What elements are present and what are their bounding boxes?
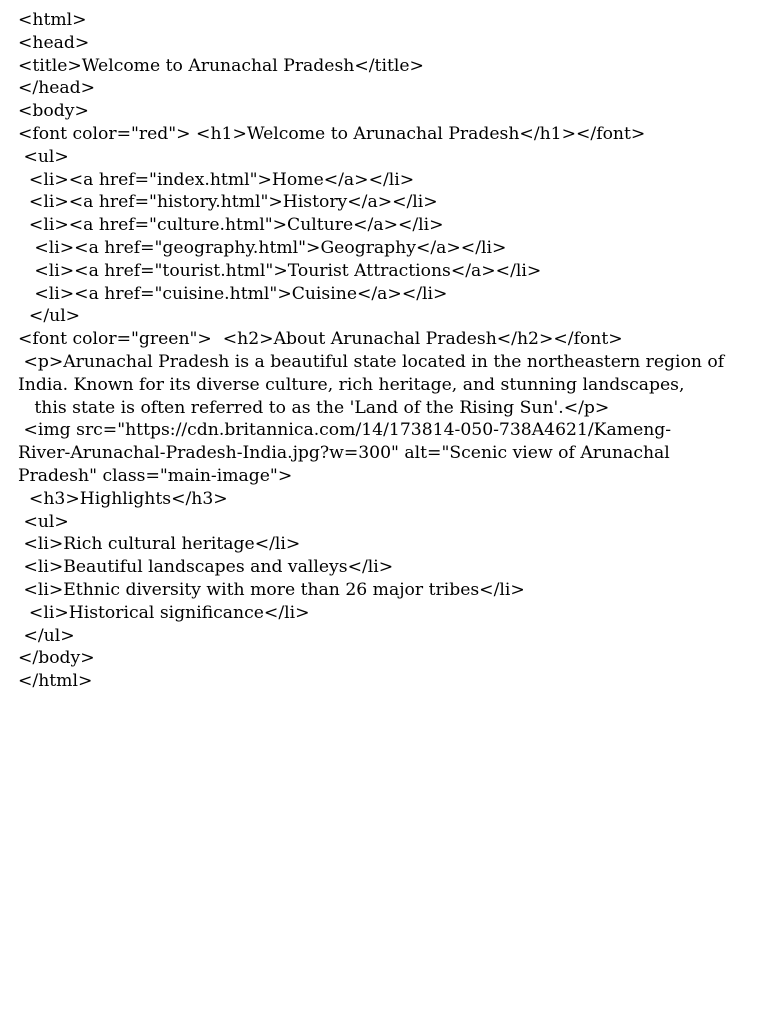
code-line-h1: <font color="red"> <h1>Welcome to Arunachal Pradesh</h1></font> — [18, 123, 646, 144]
code-line-highlight-3: <li>Ethnic diversity with more than 26 major tribes</li> — [18, 579, 525, 600]
code-line-nav-culture: <li><a href="culture.html">Culture</a></li> — [18, 215, 444, 236]
code-line-highlight-1: <li>Rich cultural heritage</li> — [18, 534, 301, 555]
code-line-head-close: </head> — [18, 78, 96, 99]
code-line-img-3: Pradesh" class="main-image"> — [18, 465, 293, 486]
code-line-highlight-4: <li>Historical significance</li> — [18, 602, 310, 623]
code-line-img-1: <img src="https://cdn.britannica.com/14/173814-050-738A4621/Kameng- — [18, 420, 672, 441]
code-line-ul-close: </ul> — [18, 306, 81, 327]
code-line-h2: <font color="green"> <h2>About Arunachal Pradesh</h2></font> — [18, 329, 623, 350]
code-line-h3: <h3>Highlights</h3> — [18, 488, 228, 509]
code-line-body-open: <body> — [18, 101, 89, 122]
code-line-nav-tourist: <li><a href="tourist.html">Tourist Attractions</a></li> — [18, 260, 542, 281]
code-line-nav-history: <li><a href="history.html">History</a></li> — [18, 192, 438, 213]
code-line-paragraph-2: India. Known for its diverse culture, rich heritage, and stunning landscapes, — [18, 374, 685, 395]
code-line-nav-geography: <li><a href="geography.html">Geography</a></li> — [18, 237, 507, 258]
code-line-paragraph-3: this state is often referred to as the 'Land of the Rising Sun'.</p> — [18, 397, 610, 418]
code-line-ul-open: <ul> — [18, 146, 69, 167]
code-line-title: <title>Welcome to Arunachal Pradesh</title> — [18, 55, 424, 76]
code-line-body-close: </body> — [18, 648, 95, 669]
code-line-html-close: </html> — [18, 671, 93, 692]
source-code-document — [18, 9, 758, 693]
code-line-paragraph-1: <p>Arunachal Pradesh is a beautiful state located in the northeastern region of — [18, 351, 725, 372]
code-line-nav-home: <li><a href="index.html">Home</a></li> — [18, 169, 415, 190]
code-line-html-open: <html> — [18, 10, 87, 30]
code-line-img-2: River-Arunachal-Pradesh-India.jpg?w=300" alt="Scenic view of Arunachal — [18, 443, 670, 464]
code-line-highlights-ul-close: </ul> — [18, 625, 75, 646]
code-line-head-open: <head> — [18, 32, 90, 53]
code-line-highlight-2: <li>Beautiful landscapes and valleys</li> — [18, 557, 394, 578]
code-line-highlights-ul-open: <ul> — [18, 511, 69, 532]
code-line-nav-cuisine: <li><a href="cuisine.html">Cuisine</a></li> — [18, 283, 448, 304]
